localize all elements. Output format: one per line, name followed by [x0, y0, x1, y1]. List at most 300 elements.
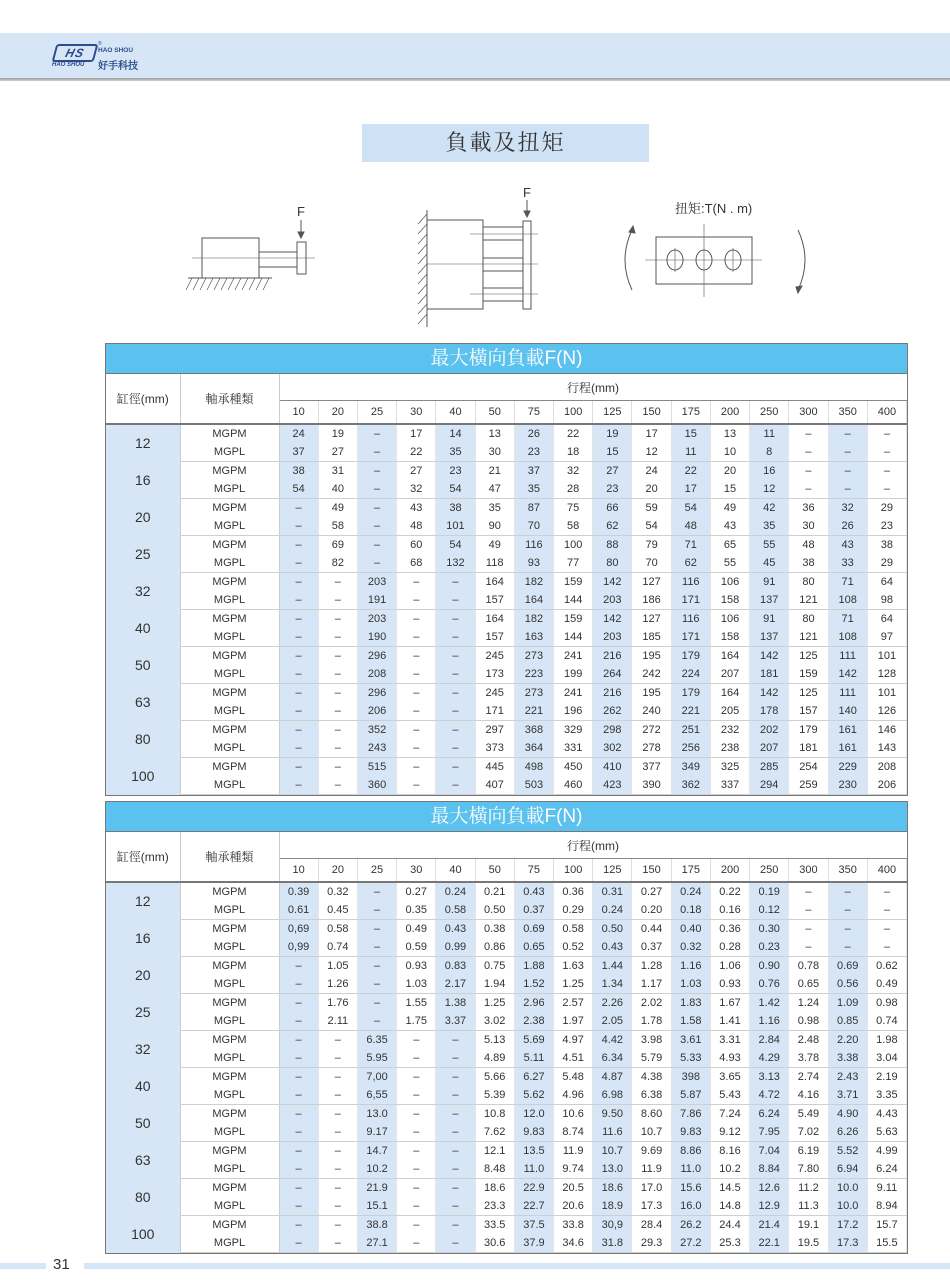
table-row [106, 938, 907, 957]
stroke-column-header: 150 [632, 859, 671, 883]
value-cell: 19.5 [789, 1234, 828, 1253]
value-cell: 1.44 [593, 957, 632, 976]
value-cell: 0.65 [789, 975, 828, 994]
table-title: 最大橫向負載F(N) [106, 802, 907, 832]
value-cell: 8.74 [554, 1123, 593, 1142]
value-cell: – [828, 424, 867, 443]
bearing-type-cell: MGPL [180, 1049, 279, 1068]
value-cell: – [279, 591, 318, 610]
value-cell: 3.61 [671, 1031, 710, 1050]
value-cell: 116 [514, 536, 553, 555]
value-cell: – [397, 721, 436, 740]
value-cell: – [279, 628, 318, 647]
value-cell: 1.16 [671, 957, 710, 976]
value-cell: 11 [750, 424, 789, 443]
value-cell: 2.05 [593, 1012, 632, 1031]
table-row [106, 1031, 907, 1050]
value-cell: 296 [357, 647, 396, 666]
value-cell: – [279, 975, 318, 994]
value-cell: 25.3 [710, 1234, 749, 1253]
stroke-column-header: 20 [318, 401, 357, 425]
value-cell: 13 [475, 424, 514, 443]
value-cell: 111 [828, 647, 867, 666]
value-cell: 10 [710, 443, 749, 462]
value-cell: 0.83 [436, 957, 475, 976]
value-cell: 352 [357, 721, 396, 740]
value-cell: 0.93 [397, 957, 436, 976]
lateral-load-table [105, 343, 908, 796]
value-cell: – [789, 443, 828, 462]
stroke-column-header: 75 [514, 859, 553, 883]
value-cell: 13.0 [357, 1105, 396, 1124]
value-cell: 254 [789, 758, 828, 777]
value-cell: 45 [750, 554, 789, 573]
value-cell: 2.57 [554, 994, 593, 1013]
table-row [106, 975, 907, 994]
value-cell: 80 [593, 554, 632, 573]
value-cell: 34.6 [554, 1234, 593, 1253]
value-cell: 93 [514, 554, 553, 573]
table-row [106, 499, 907, 518]
bearing-type-cell: MGPM [180, 994, 279, 1013]
value-cell: 27 [318, 443, 357, 462]
value-cell: 29 [867, 554, 906, 573]
value-cell: 0.52 [554, 938, 593, 957]
value-cell: 5.87 [671, 1086, 710, 1105]
value-cell: – [436, 739, 475, 758]
value-cell: 4.38 [632, 1068, 671, 1087]
value-cell: 126 [867, 702, 906, 721]
value-cell: – [828, 480, 867, 499]
value-cell: 13.0 [593, 1160, 632, 1179]
value-cell: 3.04 [867, 1049, 906, 1068]
bearing-type-cell: MGPM [180, 647, 279, 666]
value-cell: – [279, 1197, 318, 1216]
value-cell: 242 [632, 665, 671, 684]
value-cell: 241 [554, 647, 593, 666]
value-cell: 7.24 [710, 1105, 749, 1124]
value-cell: 31 [318, 462, 357, 481]
bore-size-cell: 50 [106, 647, 180, 684]
value-cell: 4.90 [828, 1105, 867, 1124]
value-cell: 0.19 [750, 882, 789, 901]
value-cell: 14.7 [357, 1142, 396, 1161]
value-cell: 87 [514, 499, 553, 518]
value-cell: 23 [514, 443, 553, 462]
value-cell: – [397, 573, 436, 592]
value-cell: 23 [867, 517, 906, 536]
bearing-type-cell: MGPM [180, 1179, 279, 1198]
value-cell: 1.25 [475, 994, 514, 1013]
value-cell: 5.49 [789, 1105, 828, 1124]
value-cell: 0.65 [514, 938, 553, 957]
value-cell: 182 [514, 610, 553, 629]
value-cell: – [357, 938, 396, 957]
value-cell: 0.74 [867, 1012, 906, 1031]
value-cell: 49 [710, 499, 749, 518]
value-cell: 185 [632, 628, 671, 647]
bore-size-cell: 100 [106, 758, 180, 795]
value-cell: – [397, 628, 436, 647]
value-cell: – [357, 901, 396, 920]
value-cell: 9.74 [554, 1160, 593, 1179]
bearing-type-cell: MGPM [180, 1105, 279, 1124]
value-cell: – [397, 1234, 436, 1253]
value-cell: 251 [671, 721, 710, 740]
value-cell: – [357, 957, 396, 976]
value-cell: 208 [357, 665, 396, 684]
value-cell: 2.38 [514, 1012, 553, 1031]
value-cell: – [357, 536, 396, 555]
value-cell: 37.5 [514, 1216, 553, 1235]
value-cell: 30 [475, 443, 514, 462]
value-cell: 17.3 [632, 1197, 671, 1216]
table-row [106, 1234, 907, 1253]
value-cell: 27.2 [671, 1234, 710, 1253]
value-cell: 90 [475, 517, 514, 536]
value-cell: 116 [671, 610, 710, 629]
value-cell: 4.43 [867, 1105, 906, 1124]
bore-size-cell: 80 [106, 721, 180, 758]
bearing-type-cell: MGPM [180, 957, 279, 976]
value-cell: 88 [593, 536, 632, 555]
value-cell: 8.94 [867, 1197, 906, 1216]
value-cell: 22.7 [514, 1197, 553, 1216]
value-cell: 3.78 [789, 1049, 828, 1068]
value-cell: – [789, 901, 828, 920]
value-cell: 0.76 [750, 975, 789, 994]
value-cell: 10.7 [632, 1123, 671, 1142]
value-cell: 8 [750, 443, 789, 462]
value-cell: 3.71 [828, 1086, 867, 1105]
value-cell: 143 [867, 739, 906, 758]
value-cell: – [867, 443, 906, 462]
value-cell: – [318, 1068, 357, 1087]
bearing-type-cell: MGPL [180, 517, 279, 536]
bearing-type-cell: MGPL [180, 443, 279, 462]
value-cell: 5.63 [867, 1123, 906, 1142]
bearing-type-cell: MGPM [180, 1068, 279, 1087]
logo-english-name: HAO SHOU [98, 47, 134, 54]
value-cell: 0.20 [632, 901, 671, 920]
value-cell: 4.93 [710, 1049, 749, 1068]
bore-size-cell: 50 [106, 1105, 180, 1142]
value-cell: 331 [554, 739, 593, 758]
value-cell: 164 [475, 610, 514, 629]
value-cell: 157 [789, 702, 828, 721]
value-cell: 0.44 [632, 920, 671, 939]
value-cell: 20.5 [554, 1179, 593, 1198]
value-cell: 206 [867, 776, 906, 795]
value-cell: – [279, 1105, 318, 1124]
value-cell: – [357, 517, 396, 536]
value-cell: 91 [750, 573, 789, 592]
value-cell: 11.2 [789, 1179, 828, 1198]
value-cell: 0.43 [436, 920, 475, 939]
table-row [106, 776, 907, 795]
value-cell: 0,69 [279, 920, 318, 939]
value-cell: 24.4 [710, 1216, 749, 1235]
bearing-type-cell: MGPM [180, 1142, 279, 1161]
value-cell: – [279, 536, 318, 555]
horizontal-mount-diagram [186, 220, 315, 290]
value-cell: 0.75 [475, 957, 514, 976]
table-row [106, 517, 907, 536]
value-cell: 144 [554, 591, 593, 610]
value-cell: 203 [357, 610, 396, 629]
value-cell: – [436, 684, 475, 703]
value-cell: 11.9 [554, 1142, 593, 1161]
value-cell: 1.76 [318, 994, 357, 1013]
value-cell: 16.0 [671, 1197, 710, 1216]
value-cell: 0.31 [593, 882, 632, 901]
value-cell: – [867, 901, 906, 920]
value-cell: – [789, 480, 828, 499]
bore-size-cell: 63 [106, 684, 180, 721]
value-cell: – [318, 684, 357, 703]
value-cell: 205 [710, 702, 749, 721]
stroke-column-header: 175 [671, 859, 710, 883]
table-row [106, 957, 907, 976]
table-row [106, 573, 907, 592]
value-cell: 10.2 [357, 1160, 396, 1179]
logo-chinese-name: 好手科技 [98, 61, 138, 72]
value-cell: 0.36 [710, 920, 749, 939]
value-cell: 8.16 [710, 1142, 749, 1161]
value-cell: 515 [357, 758, 396, 777]
value-cell: 297 [475, 721, 514, 740]
value-cell: 37.9 [514, 1234, 553, 1253]
value-cell: 15.6 [671, 1179, 710, 1198]
stroke-column-header: 300 [789, 401, 828, 425]
value-cell: 48 [397, 517, 436, 536]
value-cell: 8.60 [632, 1105, 671, 1124]
value-cell: 0.12 [750, 901, 789, 920]
value-cell: 15 [710, 480, 749, 499]
value-cell: 1.05 [318, 957, 357, 976]
value-cell: 4.96 [554, 1086, 593, 1105]
value-cell: 132 [436, 554, 475, 573]
value-cell: 4.89 [475, 1049, 514, 1068]
value-cell: 13.5 [514, 1142, 553, 1161]
value-cell: 7.86 [671, 1105, 710, 1124]
value-cell: 0.78 [789, 957, 828, 976]
value-cell: – [318, 647, 357, 666]
page-title: 負載及扭矩 [362, 124, 649, 162]
value-cell: 0.21 [475, 882, 514, 901]
table-row [106, 1197, 907, 1216]
table-row [106, 1012, 907, 1031]
torque-label: 扭矩:T(N . m) [675, 201, 753, 216]
value-cell: – [357, 480, 396, 499]
value-cell: 54 [436, 536, 475, 555]
value-cell: 116 [671, 573, 710, 592]
stroke-column-header: 200 [710, 859, 749, 883]
company-logo [50, 41, 150, 71]
stroke-column-header: 10 [279, 859, 318, 883]
value-cell: – [397, 776, 436, 795]
value-cell: 6.26 [828, 1123, 867, 1142]
value-cell: 64 [867, 573, 906, 592]
value-cell: 38.8 [357, 1216, 396, 1235]
value-cell: 1.63 [554, 957, 593, 976]
value-cell: 70 [632, 554, 671, 573]
value-cell: 182 [514, 573, 553, 592]
value-cell: 460 [554, 776, 593, 795]
value-cell: 0.18 [671, 901, 710, 920]
value-cell: 121 [789, 628, 828, 647]
bearing-type-cell: MGPL [180, 628, 279, 647]
value-cell: 0.30 [750, 920, 789, 939]
stroke-column-header: 150 [632, 401, 671, 425]
value-cell: 118 [475, 554, 514, 573]
value-cell: 1.97 [554, 1012, 593, 1031]
value-cell: 1.28 [632, 957, 671, 976]
table-row [106, 1086, 907, 1105]
value-cell: 77 [554, 554, 593, 573]
value-cell: 75 [554, 499, 593, 518]
value-cell: 398 [671, 1068, 710, 1087]
value-cell: 191 [357, 591, 396, 610]
footer-bar-left [0, 1263, 46, 1269]
value-cell: 15.7 [867, 1216, 906, 1235]
value-cell: 13 [710, 424, 749, 443]
value-cell: 503 [514, 776, 553, 795]
value-cell: 68 [397, 554, 436, 573]
value-cell: 0.32 [671, 938, 710, 957]
registered-mark: ® [98, 41, 102, 47]
stroke-column-header: 20 [318, 859, 357, 883]
footer-bar-right [84, 1263, 950, 1269]
value-cell: 2.84 [750, 1031, 789, 1050]
value-cell: 0.28 [710, 938, 749, 957]
value-cell: 32 [554, 462, 593, 481]
value-cell: 19.1 [789, 1216, 828, 1235]
value-cell: 0.45 [318, 901, 357, 920]
value-cell: 3.35 [867, 1086, 906, 1105]
value-cell: 158 [710, 628, 749, 647]
value-cell: – [318, 591, 357, 610]
value-cell: 142 [593, 573, 632, 592]
value-cell: – [279, 1086, 318, 1105]
value-cell: 108 [828, 591, 867, 610]
value-cell: 22 [397, 443, 436, 462]
value-cell: 207 [750, 739, 789, 758]
value-cell: 146 [867, 721, 906, 740]
value-cell: 364 [514, 739, 553, 758]
value-cell: – [397, 684, 436, 703]
value-cell: 33 [828, 554, 867, 573]
value-cell: 12.9 [750, 1197, 789, 1216]
value-cell: – [279, 684, 318, 703]
value-cell: 24 [279, 424, 318, 443]
value-cell: 2.26 [593, 994, 632, 1013]
table-row [106, 1216, 907, 1235]
value-cell: – [279, 702, 318, 721]
value-cell: 0.22 [710, 882, 749, 901]
value-cell: – [279, 1216, 318, 1235]
bearing-type-cell: MGPM [180, 721, 279, 740]
value-cell: 1.58 [671, 1012, 710, 1031]
value-cell: – [867, 462, 906, 481]
value-cell: 12 [632, 443, 671, 462]
value-cell: 9.83 [671, 1123, 710, 1142]
value-cell: 362 [671, 776, 710, 795]
bore-size-cell: 25 [106, 994, 180, 1031]
value-cell: 79 [632, 536, 671, 555]
value-cell: 0.56 [828, 975, 867, 994]
value-cell: – [318, 758, 357, 777]
value-cell: 71 [671, 536, 710, 555]
stroke-column-header: 300 [789, 859, 828, 883]
stroke-column-header: 25 [357, 859, 396, 883]
value-cell: 49 [475, 536, 514, 555]
bearing-type-cell: MGPL [180, 975, 279, 994]
value-cell: 2.17 [436, 975, 475, 994]
value-cell: 17.3 [828, 1234, 867, 1253]
value-cell: – [318, 1049, 357, 1068]
value-cell: 171 [671, 591, 710, 610]
value-cell: 0.37 [632, 938, 671, 957]
value-cell: – [318, 573, 357, 592]
value-cell: 377 [632, 758, 671, 777]
value-cell: 2.48 [789, 1031, 828, 1050]
value-cell: 5.39 [475, 1086, 514, 1105]
bore-size-cell: 40 [106, 610, 180, 647]
value-cell: – [397, 1123, 436, 1142]
value-cell: 101 [867, 647, 906, 666]
logo-subtext: HAO SHOU [52, 62, 85, 68]
value-cell: 12 [750, 480, 789, 499]
value-cell: 216 [593, 647, 632, 666]
stroke-column-header: 100 [554, 859, 593, 883]
stroke-header: 行程(mm) [279, 832, 907, 859]
value-cell: 54 [279, 480, 318, 499]
value-cell: 35 [436, 443, 475, 462]
value-cell: 296 [357, 684, 396, 703]
value-cell: 128 [867, 665, 906, 684]
value-cell: 66 [593, 499, 632, 518]
value-cell: 127 [632, 610, 671, 629]
value-cell: 1.38 [436, 994, 475, 1013]
value-cell: 202 [750, 721, 789, 740]
table-title: 最大橫向負載F(N) [106, 344, 907, 374]
value-cell: – [279, 517, 318, 536]
value-cell: 3.65 [710, 1068, 749, 1087]
value-cell: 0.74 [318, 938, 357, 957]
value-cell: 38 [436, 499, 475, 518]
value-cell: 10.2 [710, 1160, 749, 1179]
value-cell: 157 [475, 591, 514, 610]
value-cell: 15.1 [357, 1197, 396, 1216]
value-cell: 1.88 [514, 957, 553, 976]
bearing-type-cell: MGPL [180, 1234, 279, 1253]
value-cell: 329 [554, 721, 593, 740]
value-cell: 30.6 [475, 1234, 514, 1253]
bore-size-cell: 100 [106, 1216, 180, 1253]
value-cell: 360 [357, 776, 396, 795]
value-cell: 43 [828, 536, 867, 555]
value-cell: 11 [671, 443, 710, 462]
value-cell: 37 [279, 443, 318, 462]
value-cell: 20 [710, 462, 749, 481]
value-cell: 190 [357, 628, 396, 647]
value-cell: 216 [593, 684, 632, 703]
value-cell: 4.16 [789, 1086, 828, 1105]
value-cell: – [397, 1031, 436, 1050]
value-cell: 164 [514, 591, 553, 610]
value-cell: – [279, 1234, 318, 1253]
